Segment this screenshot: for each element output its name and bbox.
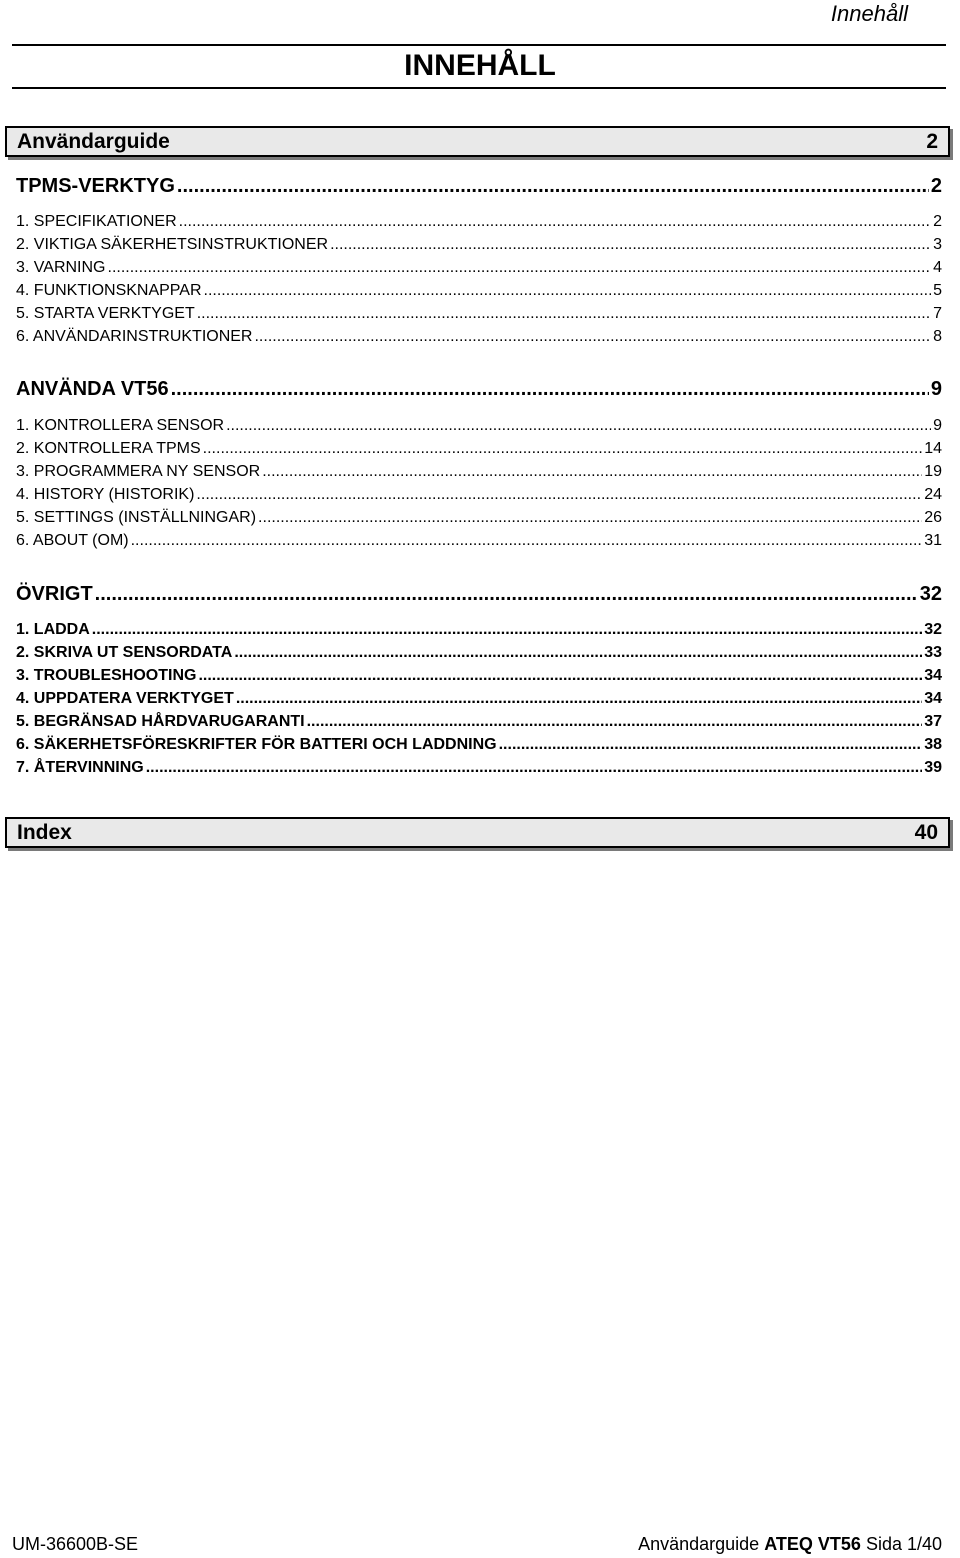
toc-entry[interactable] xyxy=(16,327,942,347)
toc-leader xyxy=(203,439,923,459)
toc-leader xyxy=(236,689,922,709)
toc-section-title: ÖVRIGT xyxy=(16,583,93,605)
toc-section-page: 9 xyxy=(930,378,942,400)
toc-section-page: 32 xyxy=(919,583,942,605)
toc-entry[interactable] xyxy=(16,281,942,301)
toc-entry-page: 37 xyxy=(924,713,942,730)
toc-entry-label: 5. STARTA VERKTYGET xyxy=(16,305,195,322)
toc-entry-label: 1. KONTROLLERA SENSOR xyxy=(16,417,225,434)
toc-entry-label: 1. LADDA xyxy=(16,621,90,638)
toc-leader xyxy=(179,212,931,232)
toc-entry[interactable] xyxy=(16,508,942,528)
toc-entry-label: 2. KONTROLLERA TPMS xyxy=(16,440,201,457)
toc-entry-page: 33 xyxy=(924,644,942,661)
toc-entry-label: 4. UPPDATERA VERKTYGET xyxy=(16,690,234,707)
page-footer xyxy=(12,1533,942,1555)
toc-entry-label: 6. SÄKERHETSFÖRESKRIFTER FÖR BATTERI OCH LADDNING xyxy=(16,736,497,753)
toc-leader xyxy=(108,258,932,278)
toc-leader xyxy=(197,304,931,324)
toc-entry-page: 19 xyxy=(924,463,942,480)
toc-section-title: ANVÄNDA VT56 xyxy=(16,378,169,400)
toc-entry[interactable] xyxy=(16,462,942,482)
toc-entry-label: 3. VARNING xyxy=(16,259,106,276)
toc-entry[interactable] xyxy=(16,735,942,755)
toc-section-title: TPMS-VERKTYG xyxy=(16,175,175,197)
toc-entry-label: 6. ABOUT (OM) xyxy=(16,532,129,549)
header-rule-bottom xyxy=(12,87,946,89)
toc-part-page: 40 xyxy=(914,820,938,844)
toc-entry-label: 1. SPECIFIKATIONER xyxy=(16,213,177,230)
toc-entry-label: 4. HISTORY (HISTORIK) xyxy=(16,486,195,503)
toc-leader xyxy=(177,174,929,198)
toc-entry-label: 2. VIKTIGA SÄKERHETSINSTRUKTIONER xyxy=(16,236,329,253)
toc-entry-page: 24 xyxy=(924,486,942,503)
toc-leader xyxy=(254,327,931,347)
toc-leader xyxy=(262,462,922,482)
footer-page-label: Sida 1/40 xyxy=(865,1534,942,1554)
toc-part-label: Index xyxy=(17,820,72,844)
toc-entry[interactable] xyxy=(16,258,942,278)
toc-leader xyxy=(196,485,922,505)
toc-leader xyxy=(146,758,922,778)
toc-entry-page: 26 xyxy=(924,509,942,526)
page-title: INNEHÅLL xyxy=(404,49,556,82)
toc-entry[interactable] xyxy=(16,212,942,232)
toc-entry[interactable] xyxy=(16,531,942,551)
toc-entry-page: 32 xyxy=(924,621,942,638)
toc-entry-page: 39 xyxy=(924,759,942,776)
footer-page-info xyxy=(638,1533,942,1555)
toc-entry[interactable] xyxy=(16,235,942,255)
toc-entry[interactable] xyxy=(16,689,942,709)
toc-entry-page: 5 xyxy=(933,282,942,299)
running-header: Innehåll xyxy=(830,1,908,26)
toc-leader xyxy=(226,416,931,436)
toc-leader xyxy=(198,666,922,686)
toc-entry[interactable] xyxy=(16,643,942,663)
toc-entry-label: 3. PROGRAMMERA NY SENSOR xyxy=(16,463,261,480)
toc-entry-page: 31 xyxy=(924,532,942,549)
toc-entry[interactable] xyxy=(16,439,942,459)
toc-leader xyxy=(171,377,929,401)
toc-entry[interactable] xyxy=(16,485,942,505)
toc-entry-label: 2. SKRIVA UT SENSORDATA xyxy=(16,644,233,661)
toc-section-page: 2 xyxy=(930,175,942,197)
footer-doc-code: UM-36600B-SE xyxy=(12,1534,139,1554)
footer-guide-text: Användarguide xyxy=(638,1534,760,1554)
toc-entry-page: 14 xyxy=(924,440,942,457)
toc-entry-page: 34 xyxy=(924,690,942,707)
toc-entry-label: 5. SETTINGS (INSTÄLLNINGAR) xyxy=(16,509,257,526)
toc-entry[interactable] xyxy=(16,620,942,640)
toc-entry[interactable] xyxy=(16,666,942,686)
footer-product: ATEQ VT56 xyxy=(764,1534,861,1554)
toc-entry-label: 6. ANVÄNDARINSTRUKTIONER xyxy=(16,328,253,345)
toc-entry-page: 8 xyxy=(933,328,942,345)
toc-section-anvanda-vt56[interactable] xyxy=(16,377,942,401)
toc-entry-page: 38 xyxy=(924,736,942,753)
toc-entry[interactable] xyxy=(16,758,942,778)
toc-entry-page: 9 xyxy=(933,417,942,434)
toc-section-tpms-verktyg[interactable] xyxy=(16,174,942,198)
toc-leader xyxy=(258,508,922,528)
toc-leader xyxy=(131,531,923,551)
toc-entry-page: 2 xyxy=(933,213,942,230)
toc-entry-page: 7 xyxy=(933,305,942,322)
toc-leader xyxy=(330,235,931,255)
toc-entry-label: 5. BEGRÄNSAD HÅRDVARUGARANTI xyxy=(16,713,305,730)
toc-entry[interactable] xyxy=(16,416,942,436)
toc-entry-label: 3. TROUBLESHOOTING xyxy=(16,667,197,684)
toc-entry-label: 4. FUNKTIONSKNAPPAR xyxy=(16,282,202,299)
toc-part-index[interactable] xyxy=(5,817,950,848)
toc-section-ovrigt[interactable] xyxy=(16,582,942,606)
toc-part-label: Användarguide xyxy=(17,129,170,153)
toc-entry-page: 4 xyxy=(933,259,942,276)
toc-entry-label: 7. ÅTERVINNING xyxy=(16,759,144,776)
toc-leader xyxy=(307,712,923,732)
toc-leader xyxy=(95,582,918,606)
toc-leader xyxy=(234,643,922,663)
toc-part-page: 2 xyxy=(926,129,938,153)
toc-part-user-guide[interactable] xyxy=(5,126,950,157)
toc-entry[interactable] xyxy=(16,712,942,732)
toc-leader xyxy=(204,281,932,301)
toc-leader xyxy=(92,620,922,640)
toc-entry[interactable] xyxy=(16,304,942,324)
toc-entry-page: 34 xyxy=(924,667,942,684)
toc-entry-page: 3 xyxy=(933,236,942,253)
toc-leader xyxy=(499,735,923,755)
